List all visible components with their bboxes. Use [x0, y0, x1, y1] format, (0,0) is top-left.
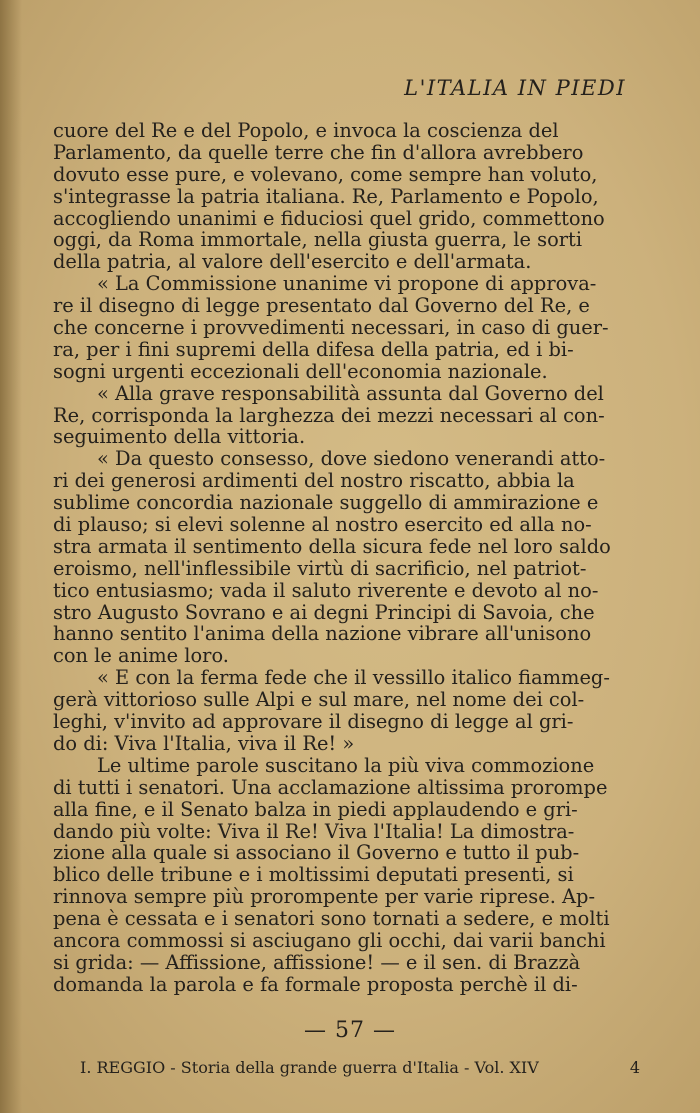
text-line: di tutti i senatori. Una acclamazione altissima prorompe — [53, 775, 608, 799]
text-line: re il disegno di legge presentato dal Governo del Re, e — [53, 294, 590, 318]
text-line: leghi, v'invito ad approvare il disegno di legge al gri- — [53, 710, 574, 734]
text-line: « La Commissione unanime vi propone di approva- — [97, 272, 597, 296]
text-line: do di: Viva l'Italia, viva il Re! » — [53, 731, 355, 755]
text-line: dovuto esse pure, e volevano, come sempre han voluto, — [53, 162, 598, 186]
text-line: pena è cessata e i senatori sono tornati a sedere, e molti — [53, 907, 610, 931]
text-line: s'integrasse la patria italiana. Re, Parlamento e Popolo, — [53, 184, 599, 208]
text-line: che concerne i provvedimenti necessari, in caso di guer- — [53, 316, 609, 340]
text-line: hanno sentito l'anima della nazione vibrare all'unisono — [53, 622, 592, 646]
signature-mark: 4 — [629, 1058, 640, 1077]
text-line: rinnova sempre più prorompente per varie riprese. Ap- — [53, 885, 595, 909]
text-line: Le ultime parole suscitano la più viva commozione — [97, 753, 595, 777]
footer-citation: I. REGGIO - Storia della grande guerra d'Italia - Vol. XIV — [80, 1058, 539, 1077]
text-line: sogni urgenti eccezionali dell'economia nazionale. — [53, 359, 548, 383]
text-line: Re, corrisponda la larghezza dei mezzi necessari al con- — [53, 403, 605, 427]
footer — [80, 1058, 640, 1077]
text-line: seguimento della vittoria. — [53, 425, 306, 449]
text-line: si grida: — Affissione, affissione! — e il sen. di Brazzà — [53, 950, 581, 974]
text-line: dando più volte: Viva il Re! Viva l'Italia! La dimostra- — [53, 819, 575, 843]
spine-shadow — [0, 0, 22, 1113]
text-line: stro Augusto Sovrano e ai degni Principi di Savoia, che — [53, 600, 595, 624]
text-line: blico delle tribune e i moltissimi deputati presenti, si — [53, 863, 574, 887]
text-line: di plauso; si elevi solenne al nostro esercito ed alla no- — [53, 513, 592, 537]
text-line: sublime concordia nazionale suggello di ammirazione e — [53, 491, 599, 515]
text-line: oggi, da Roma immortale, nella giusta guerra, le sorti — [53, 228, 583, 252]
text-line: ancora commossi si asciugano gli occhi, dai varii banchi — [53, 928, 606, 952]
text-line: « Da questo consesso, dove siedono venerandi atto- — [97, 447, 606, 471]
body-text — [53, 120, 630, 996]
text-line: eroismo, nell'inflessibile virtù di sacrificio, nel patriot- — [53, 556, 587, 580]
text-line: « E con la ferma fede che il vessillo italico fiammeg- — [97, 666, 610, 690]
text-line: domanda la parola e fa formale proposta perchè il di- — [53, 972, 578, 996]
text-line: « Alla grave responsabilità assunta dal Governo del — [97, 381, 604, 405]
text-line: con le anime loro. — [53, 644, 229, 668]
text-line: accogliendo unanimi e fiduciosi quel grido, commettono — [53, 206, 605, 230]
text-line: stra armata il sentimento della sicura fede nel loro saldo — [53, 534, 611, 558]
running-head: L'ITALIA IN PIEDI — [404, 76, 626, 100]
text-line: zione alla quale si associano il Governo e tutto il pub- — [53, 841, 580, 865]
text-line: gerà vittorioso sulle Alpi e sul mare, nel nome dei col- — [53, 688, 585, 712]
text-line: tico entusiasmo; vada il saluto riverente e devoto al no- — [53, 578, 599, 602]
text-line: della patria, al valore dell'esercito e dell'armata. — [53, 250, 532, 274]
text-line: Parlamento, da quelle terre che fin d'allora avrebbero — [53, 140, 584, 164]
text-line: cuore del Re e del Popolo, e invoca la coscienza del — [53, 119, 559, 142]
text-line: ra, per i fini supremi della difesa della patria, ed i bi- — [53, 337, 574, 361]
page-number: — 57 — — [304, 1018, 396, 1043]
text-line: ri dei generosi ardimenti del nostro riscatto, abbia la — [53, 469, 575, 493]
text-line: alla fine, e il Senato balza in piedi applaudendo e gri- — [53, 797, 578, 821]
